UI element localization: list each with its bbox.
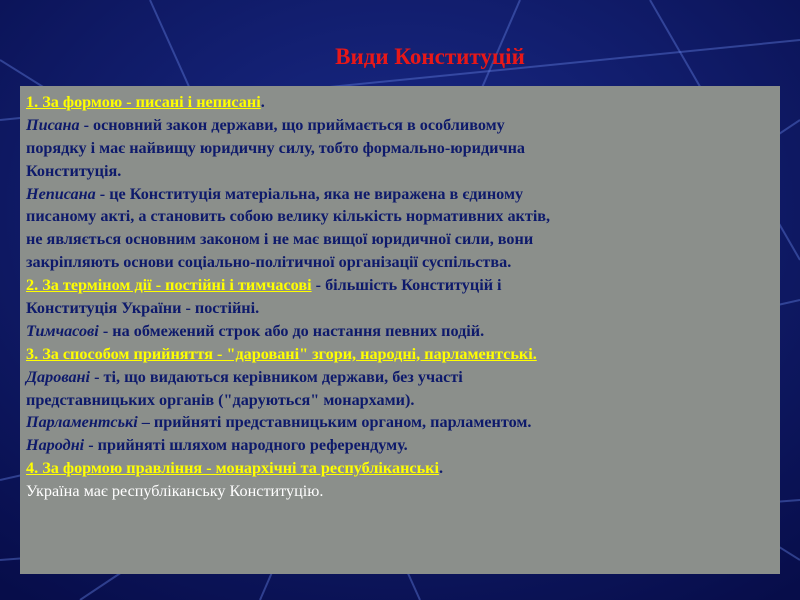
body-line [26,320,786,343]
line-segment: – прийняті представницьким органом, парламентом. [137,413,532,432]
line-segment: - ті, що видаються керівником держави, без участі [90,367,463,386]
body-line [26,114,786,137]
line-segment: 3. За способом прийняття - "даровані" згори, народні, парламентські. [26,344,537,363]
body-line [26,91,786,114]
line-segment: 1. За формою - писані і неписані [26,93,261,111]
line-segment: . [260,93,265,111]
line-segment: Народні [26,436,85,455]
line-segment: . [439,459,444,478]
line-segment: 4. За формою правління - монархічні та республіканські [26,459,440,478]
body-line [26,434,786,457]
body-line [26,480,786,503]
body-line [26,343,786,366]
body-line [26,457,786,480]
body-line [26,297,786,320]
line-segment: Конституція України - постійні. [26,299,260,318]
line-segment: Конституція. [26,161,122,180]
line-segment: порядку і має найвищу юридичну силу, тобто формально-юридична [26,138,526,157]
body-line [26,251,786,274]
line-segment: Парламентські [26,413,138,432]
slide-title: Види Конституцій [335,44,525,69]
line-segment: 2. За терміном дії - постійні і тимчасові [26,276,312,295]
line-segment: Писана [26,115,80,134]
line-segment: Неписана [26,184,96,203]
line-segment: не являється основним законом і не має вищої юридичної сили, вони [26,230,534,249]
body-line [26,160,786,183]
line-segment: - основний закон держави, що приймається в особливому [79,115,505,134]
line-segment: - прийняті шляхом народного референдуму. [84,436,408,455]
body-line [26,137,786,160]
body-line [26,274,786,297]
body-line [26,205,786,228]
body-line [26,389,786,412]
slide-body [26,91,786,503]
body-line [26,366,786,389]
line-segment: писаному акті, а становить собою велику кількість нормативних актів, [26,207,551,226]
line-segment: - більшість Конституцій і [311,276,502,295]
line-segment: закріпляють основи соціально-політичної організації суспільства. [26,253,512,272]
body-line [26,183,786,206]
body-line [26,411,786,434]
line-segment: - це Конституція матеріальна, яка не виражена в єдиному [95,184,524,203]
body-line [26,228,786,251]
line-segment: Україна має республіканську Конституцію. [26,482,324,501]
line-segment: - на обмежений строк або до настання певних подій. [98,321,485,340]
line-segment: Тимчасові [26,321,99,340]
line-segment: представницьких органів ("даруються" монархами). [26,390,415,409]
line-segment: Даровані [26,367,91,386]
